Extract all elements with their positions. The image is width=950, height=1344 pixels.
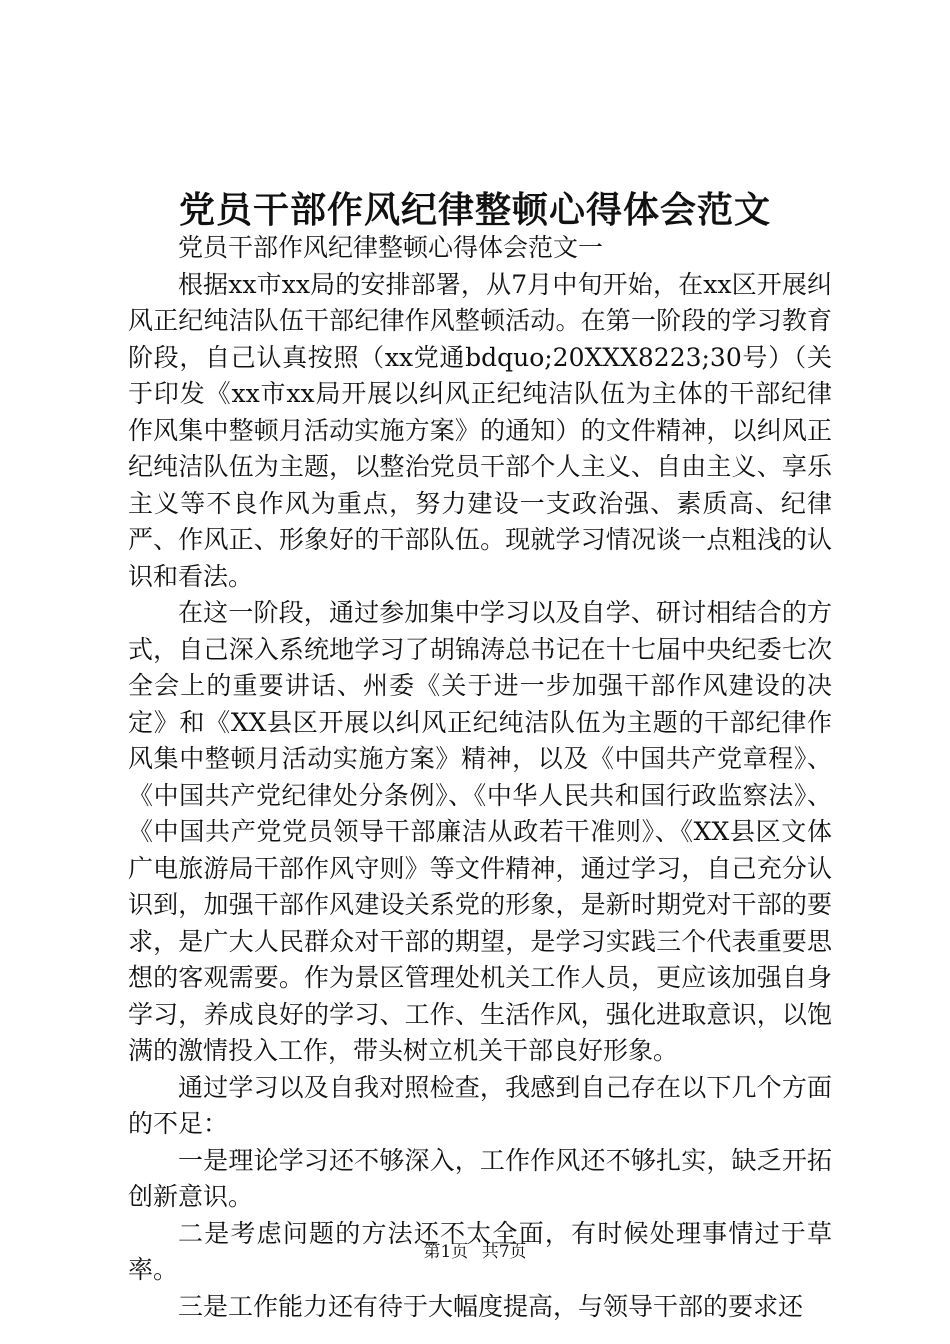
document-body bbox=[128, 230, 832, 1325]
paragraph-study: 在这一阶段，通过参加集中学习以及自学、研讨相结合的方式，自己深入系统地学习了胡锦涛总书记在十七届中央纪委七次全会上的重要讲话、州委《关于进一步加强干部作风建设的决定》和《XX县区开展以纠风正纪纯洁队伍为主题的干部纪律作风集中整顿月活动实施方案》精神，以及《中国共产党章程》、《中国共产党纪律处分条例》、《中华人民共和国行政监察法》、《中国共产党党员领导干部廉洁从政若干准则》、《XX县区文体广电旅游局干部作风守则》等文件精神，通过学习，自己充分认识到，加强干部作风建设关系党的形象，是新时期党对干部的要求，是广大人民群众对干部的期望，是学习实践三个代表重要思想的客观需要。作为景区管理处机关工作人员，更应该加强自身学习，养成良好的学习、工作、生活作风，强化进取意识，以饱满的激情投入工作，带头树立机关干部良好形象。 bbox=[128, 598, 832, 1065]
document-title: 党员干部作风纪律整顿心得体会范文 bbox=[178, 189, 771, 231]
paragraph-point-one: 一是理论学习还不够深入，工作作风还不够扎实，缺乏开拓创新意识。 bbox=[128, 1145, 832, 1211]
page-number: 第1页 bbox=[423, 1242, 469, 1262]
page-total: 共7页 bbox=[481, 1242, 527, 1262]
paragraph-subtitle: 党员干部作风纪律整顿心得体会范文一 bbox=[178, 233, 604, 262]
paragraph-intro: 根据xx市xx局的安排部署，从7月中旬开始，在xx区开展纠风正纪纯洁队伍干部纪律作风整顿活动。在第一阶段的学习教育阶段，自己认真按照（xx党通bdquo;20XXX8223;30号）（关于印发《xx市xx局开展以纠风正纪纯洁队伍为主体的干部纪律作风集中整顿月活动实施方案》的通知）的文件精神，以纠风正纪纯洁队伍为主题，以整治党员干部个人主义、自由主义、享乐主义等不良作风为重点，努力建设一支政治强、素质高、纪律严、作风正、形象好的干部队伍。现就学习情况谈一点粗浅的认识和看法。 bbox=[128, 269, 832, 591]
paragraph-shortcomings: 通过学习以及自我对照检查，我感到自己存在以下几个方面的不足： bbox=[128, 1072, 832, 1138]
paragraph-point-two: 二是考虑问题的方法还不太全面，有时候处理事情过于草率。 bbox=[128, 1218, 832, 1284]
paragraph-point-three: 三是工作能力还有待于大幅度提高，与领导干部的要求还 bbox=[178, 1291, 804, 1321]
page-footer bbox=[0, 1240, 950, 1264]
